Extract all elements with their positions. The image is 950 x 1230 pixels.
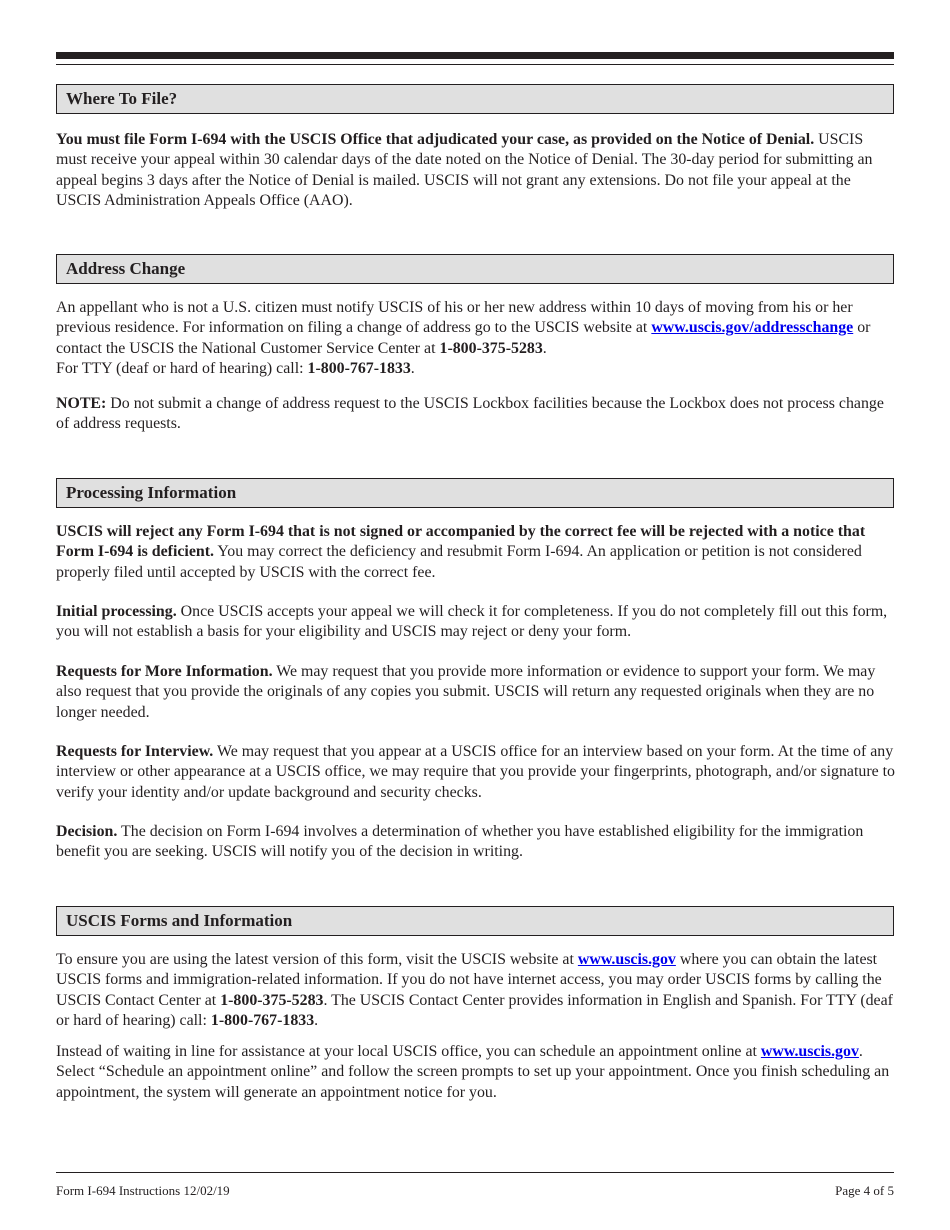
forms-contact-phone: 1-800-375-5283 [220,991,324,1009]
forms-text-b: where you can obtain the latest USCIS forms and immigration-related information. If you do not have internet access, you may order USCIS forms by calling the USCIS Contact Center at [56,951,882,1009]
forms-paragraph-appointment [56,1042,896,1103]
address-change-tty-phone: 1-800-767-1833 [307,360,411,378]
footer-form-info: Form I-694 Instructions 12/02/19 [56,1183,230,1198]
uscis-appointment-link[interactable]: www.uscis.gov [760,1043,859,1060]
initial-processing-text: Once USCIS accepts your appeal we will check it for completeness. If you do not completely fill out this form, you will not establish a basis for your eligibility and USCIS may reject or deny your form. [56,603,888,641]
forms-text-d: . [314,1012,319,1030]
uscis-website-link[interactable]: www.uscis.gov [577,951,676,968]
more-info-bold: Requests for More Information. [56,663,273,680]
more-info-text: We may request that you provide more information or evidence to support your form. We may also request that you provide the originals of any copies you submit. USCIS will return any requested originals when they are no longer needed. [56,663,876,721]
interview-bold: Requests for Interview. [56,743,214,760]
address-change-text-d: . [410,360,415,378]
where-to-file-text: USCIS must receive your appeal within 30 calendar days of the date noted on the Notice of Denial. The 30-day period for submitting an appeal begins 3 days after the Notice of Denial is mailed. USCIS will not grant any extensions. Do not file your appeal at the USCIS Administration Appeals Office (AAO). [56,131,873,210]
forms-tty-phone: 1-800-767-1833 [210,1012,315,1030]
forms-text-c: . The USCIS Contact Center provides information in English and Spanish. For TTY (deaf or hard of hearing) call: [56,991,893,1030]
note-label: NOTE: [56,395,107,412]
processing-paragraph-rejection [56,522,896,583]
footer-page-number: Page 4 of 5 [835,1183,894,1198]
header-thick-rule [56,52,894,59]
forms-paragraph-latest-version [56,950,896,1032]
appointment-text-a: Instead of waiting in line for assistance at your local USCIS office, you can schedule an appointment online at [56,1043,761,1060]
forms-text-a: To ensure you are using the latest version of this form, visit the USCIS website at [56,951,578,968]
processing-rejection-bold: USCIS will reject any Form I-694 that is not signed or accompanied by the correct fee will be rejected with a notice that Form I-694 is deficient. [56,523,866,561]
address-change-text-a: An appellant who is not a U.S. citizen must notify USCIS of his or her new address within 10 days of moving from his or her previous residence. For information on filing a change of address go to the USCIS website at [56,299,853,337]
decision-text: The decision on Form I-694 involves a determination of whether you have established eligibility for the immigration benefit you are seeking. USCIS will notify you of the decision in writing. [56,823,864,861]
note-text: Do not submit a change of address request to the USCIS Lockbox facilities because the Lockbox does not process change of address requests. [56,395,884,433]
processing-paragraph-more-info [56,662,896,723]
where-to-file-bold: You must file Form I-694 with the USCIS Office that adjudicated your case, as provided on the Notice of Denial. [56,131,815,148]
section-heading-processing-information: Processing Information [56,478,894,508]
address-change-paragraph [56,298,896,380]
address-change-phone: 1-800-375-5283 [439,339,543,357]
footer-rule [56,1172,894,1173]
section-heading-address-change: Address Change [56,254,894,284]
appointment-text-b: . Select “Schedule an appointment online” and follow the screen prompts to set up your appointment. Once you finish scheduling an appointment, the system will generate an appointment notice for you. [56,1043,890,1101]
initial-processing-bold: Initial processing. [56,603,177,620]
address-change-note [56,394,896,435]
decision-bold: Decision. [56,823,118,840]
addresschange-link[interactable]: www.uscis.gov/addresschange [651,319,854,337]
address-change-text-b: or contact the USCIS the National Customer Service Center at [56,319,871,357]
interview-text: We may request that you appear at a USCIS office for an interview based on your form. At the time of any interview or other appearance at a USCIS office, we may require that you provide your fingerprints, photograph, and/or signature to verify your identity and/or update background and security checks. [56,743,895,801]
where-to-file-paragraph [56,130,896,212]
header-thin-rule [56,64,894,65]
address-change-tty-label: For TTY (deaf or hard of hearing) call: [56,360,308,378]
address-change-text-c: . [542,339,547,357]
section-heading-uscis-forms: USCIS Forms and Information [56,906,894,936]
processing-paragraph-decision [56,822,896,863]
processing-rejection-text: You may correct the deficiency and resubmit Form I-694. An application or petition is not considered properly filed until accepted by USCIS with the correct fee. [56,543,862,581]
section-heading-where-to-file: Where To File? [56,84,894,114]
processing-paragraph-interview [56,742,896,803]
processing-paragraph-initial [56,602,896,643]
